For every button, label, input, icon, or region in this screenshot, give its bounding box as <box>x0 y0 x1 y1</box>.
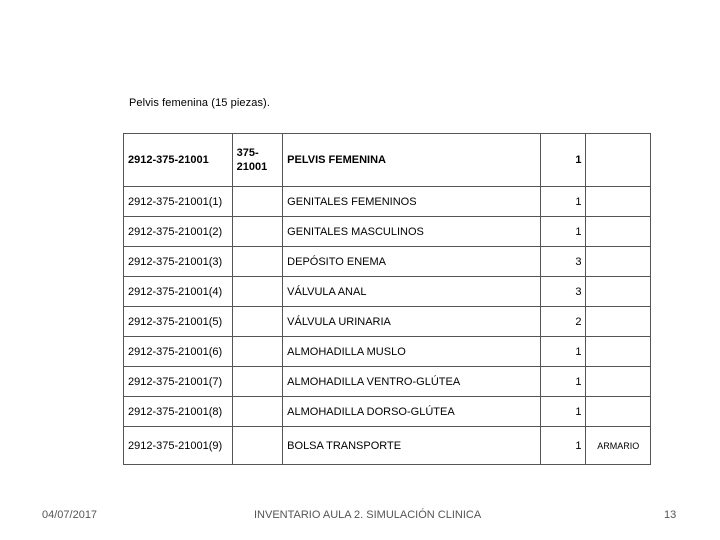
header-location <box>586 134 651 187</box>
row-code: 2912-375-21001(2) <box>124 217 233 247</box>
row-subcode <box>232 307 283 337</box>
row-description: DEPÓSITO ENEMA <box>283 247 541 277</box>
table-row <box>124 307 651 337</box>
row-location <box>586 307 651 337</box>
row-quantity: 1 <box>541 397 586 427</box>
page-number: 13 <box>664 509 677 521</box>
row-quantity: 1 <box>541 427 586 465</box>
header-description: PELVIS FEMENINA <box>283 134 541 187</box>
row-location <box>586 187 651 217</box>
table-row <box>124 217 651 247</box>
row-subcode <box>232 217 283 247</box>
row-location: ARMARIO <box>586 427 651 465</box>
page-title: Pelvis femenina (15 piezas). <box>129 97 270 109</box>
row-code: 2912-375-21001(8) <box>124 397 233 427</box>
table-row <box>124 277 651 307</box>
row-quantity: 1 <box>541 217 586 247</box>
row-code: 2912-375-21001(5) <box>124 307 233 337</box>
row-code: 2912-375-21001(6) <box>124 337 233 367</box>
row-quantity: 2 <box>541 307 586 337</box>
row-quantity: 3 <box>541 277 586 307</box>
row-subcode <box>232 247 283 277</box>
row-description: VÁLVULA URINARIA <box>283 307 541 337</box>
row-location <box>586 397 651 427</box>
row-code: 2912-375-21001(3) <box>124 247 233 277</box>
row-subcode <box>232 277 283 307</box>
table-row <box>124 247 651 277</box>
row-subcode <box>232 337 283 367</box>
table-row <box>124 187 651 217</box>
row-description: ALMOHADILLA MUSLO <box>283 337 541 367</box>
row-subcode <box>232 187 283 217</box>
table-row <box>124 397 651 427</box>
row-location <box>586 337 651 367</box>
row-description: GENITALES FEMENINOS <box>283 187 541 217</box>
row-subcode <box>232 397 283 427</box>
inventory-table <box>123 133 651 465</box>
row-description: VÁLVULA ANAL <box>283 277 541 307</box>
table-row <box>124 427 651 465</box>
row-quantity: 1 <box>541 367 586 397</box>
row-subcode <box>232 427 283 465</box>
header-subcode: 375-21001 <box>232 134 283 187</box>
footer-date: 04/07/2017 <box>42 509 98 521</box>
table-row <box>124 367 651 397</box>
row-code: 2912-375-21001(7) <box>124 367 233 397</box>
row-code: 2912-375-21001(1) <box>124 187 233 217</box>
header-code: 2912-375-21001 <box>124 134 233 187</box>
footer-title: INVENTARIO AULA 2. SIMULACIÓN CLINICA <box>254 509 482 521</box>
row-description: GENITALES MASCULINOS <box>283 217 541 247</box>
row-description: BOLSA TRANSPORTE <box>283 427 541 465</box>
row-subcode <box>232 367 283 397</box>
row-location <box>586 367 651 397</box>
row-quantity: 1 <box>541 187 586 217</box>
table-header-row <box>124 134 651 187</box>
row-code: 2912-375-21001(4) <box>124 277 233 307</box>
row-description: ALMOHADILLA VENTRO-GLÚTEA <box>283 367 541 397</box>
row-quantity: 3 <box>541 247 586 277</box>
row-quantity: 1 <box>541 337 586 367</box>
row-location <box>586 217 651 247</box>
row-description: ALMOHADILLA DORSO-GLÚTEA <box>283 397 541 427</box>
table-row <box>124 337 651 367</box>
header-quantity: 1 <box>541 134 586 187</box>
row-location <box>586 277 651 307</box>
row-code: 2912-375-21001(9) <box>124 427 233 465</box>
row-location <box>586 247 651 277</box>
